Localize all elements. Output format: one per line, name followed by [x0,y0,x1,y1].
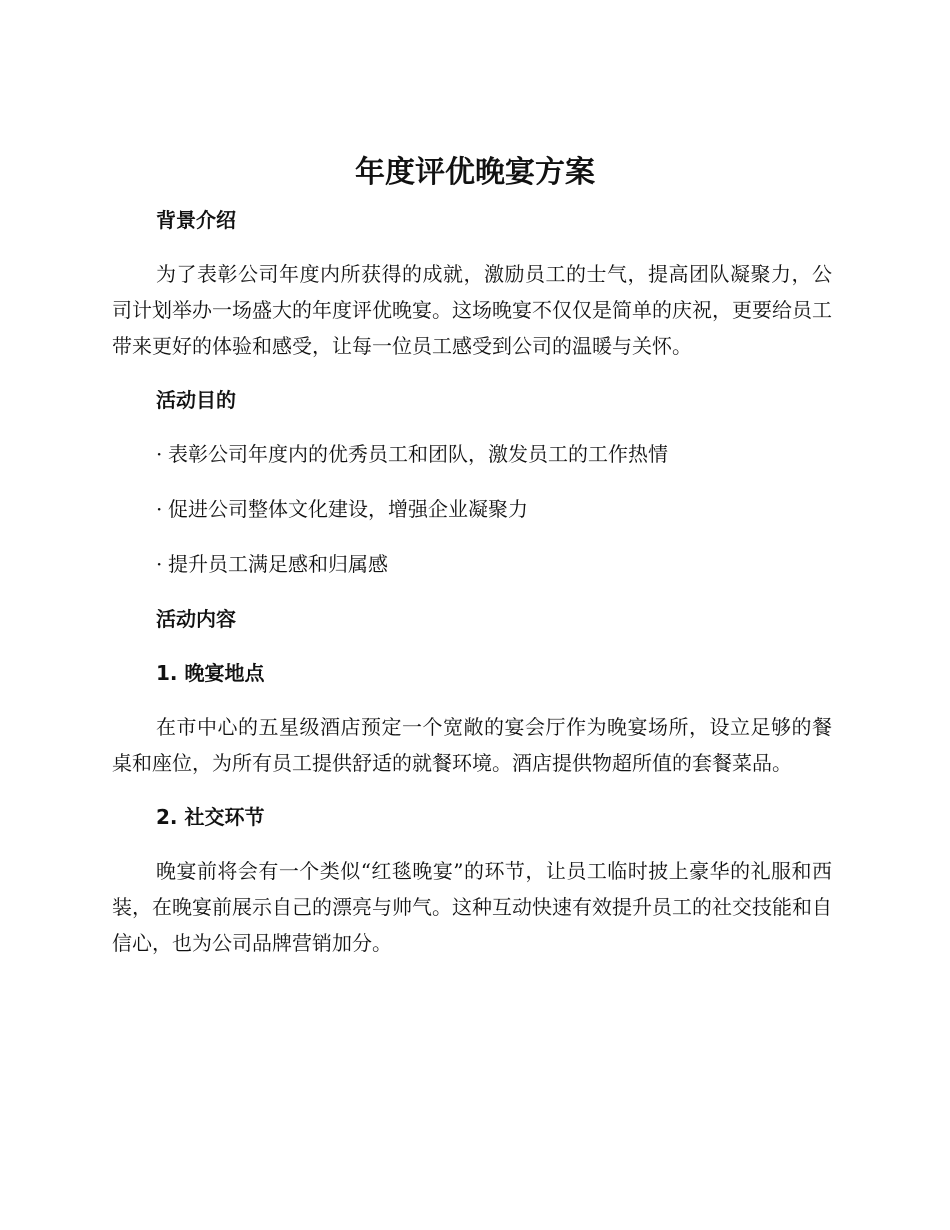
list-item [156,491,832,527]
document-title: 年度评优晚宴方案 [355,155,595,190]
bullet-marker: · [156,497,163,521]
social-paragraph: 晚宴前将会有一个类似“红毯晚宴”的环节，让员工临时披上豪华的礼服和西装，在晚宴前展示自己的漂亮与帅气。这种互动快速有效提升员工的社交技能和自信心，也为公司品牌营销加分。 [112,859,832,955]
list-item [156,436,832,472]
list-item [156,546,832,582]
list-item-text: 提升员工满足感和归属感 [168,552,388,576]
section-heading-background: 背景介绍 [156,208,236,232]
document-body [112,202,832,961]
subsection-heading-social: 2. 社交环节 [156,805,265,829]
bullet-marker: · [156,442,163,466]
venue-paragraph: 在市中心的五星级酒店预定一个宽敞的宴会厅作为晚宴场所，设立足够的餐桌和座位，为所有员工提供舒适的就餐环境。酒店提供物超所值的套餐菜品。 [112,715,832,775]
section-heading-purpose: 活动目的 [156,388,236,412]
list-item-text: 促进公司整体文化建设，增强企业凝聚力 [168,497,528,521]
list-item-text: 表彰公司年度内的优秀员工和团队，激发员工的工作热情 [168,442,668,466]
background-paragraph: 为了表彰公司年度内所获得的成就，激励员工的士气，提高团队凝聚力，公司计划举办一场盛大的年度评优晚宴。这场晚宴不仅仅是简单的庆祝，更要给员工带来更好的体验和感受，让每一位员工感受到公司的温暖与关怀。 [112,262,832,358]
subsection-heading-venue: 1. 晚宴地点 [156,661,265,685]
section-heading-content: 活动内容 [156,607,236,631]
bullet-marker: · [156,552,163,576]
